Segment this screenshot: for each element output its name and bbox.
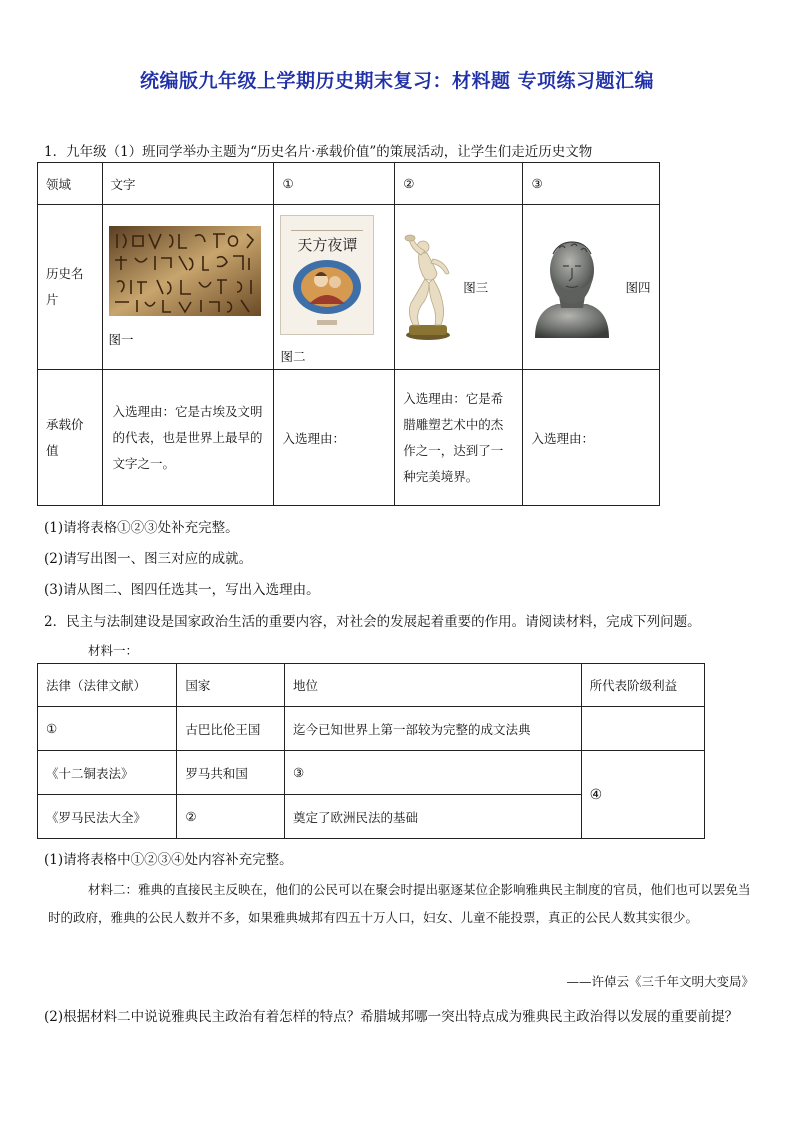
cell-figure-2 [274,205,395,370]
q2-stem: 2．民主与法制建设是国家政治生活的重要内容，对社会的发展起着重要的作用。请阅读材料，完成下列问题。 [44,614,701,630]
class-cell-merged: ④ [581,751,704,839]
law-cell-1: ① [38,707,177,751]
material-2-source: ——许倬云《三千年文明大变局》 [566,974,754,989]
reason-figure-1: 入选理由：它是古埃及文明的代表，也是世界上最早的文字之一。 [102,370,274,506]
page-title: 统编版九年级上学期历史期末复习：材料题 专项练习题汇编 [139,70,655,92]
class-cell-1 [581,707,704,751]
reason-figure-4: 入选理由： [523,370,660,506]
caption-figure-4: 图四 [625,280,651,295]
bust-sculpture-image [529,234,615,340]
q1-stem: 1．九年级（1）班同学举办主题为“历史名片·承载价值”的策展活动，让学生们走近历史文物 [44,144,593,160]
caption-figure-1: 图一 [108,332,134,347]
country-cell-2: 罗马共和国 [177,751,285,795]
cell-figure-1 [102,205,274,370]
book-title: 天方夜谭 [297,236,358,254]
caption-figure-3: 图三 [463,280,489,295]
status-cell-3: 奠定了欧洲民法的基础 [285,795,582,839]
law-cell-3: 《罗马民法大全》 [38,795,177,839]
q1-sub-3: (3)请从图二、图四任选其一，写出入选理由。 [44,582,320,598]
header-status: 地位 [285,664,582,707]
caption-figure-2: 图二 [280,349,306,364]
header-domain: 领域 [38,163,103,205]
row-label-history-card: 历史名片 [38,205,103,370]
header-writing: 文字 [102,163,274,205]
status-cell-2: ③ [285,751,582,795]
q2-sub-1: (1)请将表格中①②③④处内容补充完整。 [44,852,293,868]
row-label-value: 承载价值 [38,370,103,506]
discobolus-statue-image [403,233,453,341]
header-blank-3: ③ [523,163,660,205]
cell-figure-3 [395,205,523,370]
q1-table [37,162,660,506]
cell-figure-4 [523,205,660,370]
header-law: 法律（法律文献） [38,664,177,707]
material-2-text: 材料二：雅典的直接民主反映在，他们的公民可以在聚会时提出驱逐某位企影响雅典民主制度的官员，他们也可以罢免当时的政府，雅典的公民人数并不多，如果雅典城邦有四五十万人口，妇女、儿童不能投票，真正的公民人数其实很少。 [48,882,751,925]
header-blank-1: ① [274,163,395,205]
header-blank-2: ② [395,163,523,205]
q1-sub-1: (1)请将表格①②③处补充完整。 [44,520,239,536]
book-cover-image [280,215,374,335]
reason-figure-2: 入选理由： [274,370,395,506]
q2-sub-2: (2)根据材料二中说说雅典民主政治有着怎样的特点？希腊城邦哪一突出特点成为雅典民主政治得以发展的重要前提？ [44,1009,739,1025]
header-class-interest: 所代表阶级利益 [581,664,704,707]
q1-sub-2: (2)请写出图一、图三对应的成就。 [44,551,253,567]
material-1-label: 材料一： [88,643,139,658]
country-cell-1: 古巴比伦王国 [177,707,285,751]
q2-table [37,663,705,839]
reason-figure-3: 入选理由：它是希腊雕塑艺术中的杰作之一，达到了一种完美境界。 [395,370,523,506]
header-country: 国家 [177,664,285,707]
status-cell-1: 迄今已知世界上第一部较为完整的成文法典 [285,707,582,751]
law-cell-2: 《十二铜表法》 [38,751,177,795]
country-cell-3: ② [177,795,285,839]
hieroglyph-image [109,226,261,316]
